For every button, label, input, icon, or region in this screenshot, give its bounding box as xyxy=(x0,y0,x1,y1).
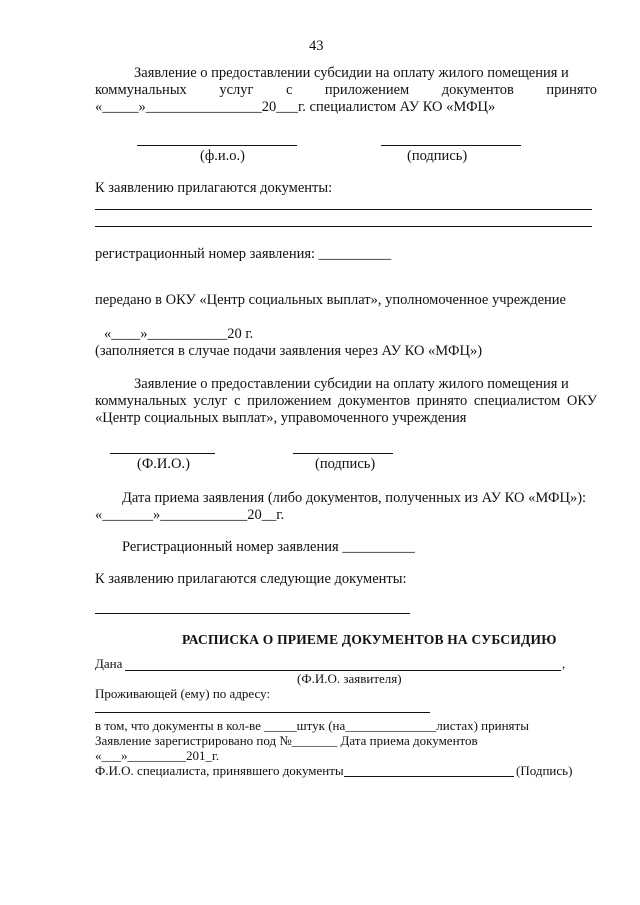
csv-statement-line-3: «Центр социальных выплат», управомоченного учреждения xyxy=(95,410,467,426)
csv-documents-label: К заявлению прилагаются следующие документы: xyxy=(95,571,407,587)
mfc-fio-line xyxy=(137,145,297,146)
receipt-issued-to-end: , xyxy=(562,656,566,671)
receipt-specialist-signature: (Подпись) xyxy=(516,763,573,778)
csv-fio-line xyxy=(110,453,215,454)
receipt-address-label: Проживающей (ему) по адресу: xyxy=(95,686,271,701)
mfc-fio-caption: (ф.и.о.) xyxy=(200,148,245,164)
csv-statement-line-2: коммунальных услуг с приложением документов принято специалистом ОКУ xyxy=(95,393,597,409)
csv-signature-line xyxy=(293,453,393,454)
receipt-specialist-line xyxy=(344,776,514,777)
csv-documents-line xyxy=(95,613,410,614)
receipt-documents-line: в том, что документы в кол-ве _____штук (на______________листах) приняты xyxy=(95,718,529,733)
csv-statement-line-1: Заявление о предоставлении субсидии на оплату жилого помещения и xyxy=(134,376,569,392)
csv-registration-number: Регистрационный номер заявления __________ xyxy=(122,539,415,555)
receipt-issued-to-label: Дана xyxy=(95,656,123,671)
receipt-title: РАСПИСКА О ПРИЕМЕ ДОКУМЕНТОВ НА СУБСИДИЮ xyxy=(182,632,557,647)
mfc-signature-caption: (подпись) xyxy=(407,148,468,164)
receipt-registered-line: Заявление зарегистрировано под №_______ Дата приема документов xyxy=(95,733,478,748)
mfc-statement-line-3: «_____»________________20___г. специалистом АУ КО «МФЦ» xyxy=(95,99,496,115)
csv-signature-caption: (подпись) xyxy=(315,456,376,472)
page-number: 43 xyxy=(309,38,324,54)
mfc-documents-line-1 xyxy=(95,209,592,210)
mfc-statement-line-2: коммунальных услуг с приложением документов принято xyxy=(95,82,597,98)
mfc-documents-label: К заявлению прилагаются документы: xyxy=(95,180,333,196)
csv-date-line-1: Дата приема заявления (либо документов, полученных из АУ КО «МФЦ»): xyxy=(122,490,587,506)
receipt-specialist-label: Ф.И.О. специалиста, принявшего документы xyxy=(95,763,344,778)
transfer-note: (заполняется в случае подачи заявления через АУ КО «МФЦ») xyxy=(95,343,483,359)
transfer-line: передано в ОКУ «Центр социальных выплат», уполномоченное учреждение xyxy=(95,292,566,308)
receipt-address-line xyxy=(95,712,430,713)
transfer-date: «____»___________20 г. xyxy=(104,326,254,342)
receipt-applicant-caption: (Ф.И.О. заявителя) xyxy=(297,671,402,686)
mfc-signature-line xyxy=(381,145,521,146)
csv-date-line-2: «_______»____________20__г. xyxy=(95,507,285,523)
csv-fio-caption: (Ф.И.О.) xyxy=(137,456,190,472)
mfc-registration-number: регистрационный номер заявления: __________ xyxy=(95,246,392,262)
mfc-documents-line-2 xyxy=(95,226,592,227)
mfc-statement-line-1: Заявление о предоставлении субсидии на оплату жилого помещения и xyxy=(134,65,569,81)
receipt-date-line: «___»_________201_г. xyxy=(95,748,220,763)
